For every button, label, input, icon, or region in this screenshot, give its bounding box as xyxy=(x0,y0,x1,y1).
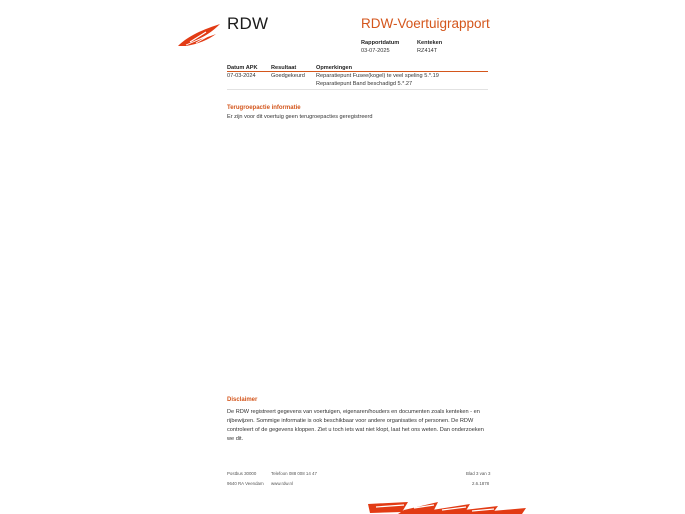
column-header-datum-apk: Datum APK xyxy=(227,65,258,71)
disclaimer-line: we dit. xyxy=(227,436,244,442)
column-header-opmerkingen: Opmerkingen xyxy=(316,65,353,71)
kenteken-value: RZ414T xyxy=(417,48,438,54)
footer-plaats: 9640 RA Veendam xyxy=(227,481,264,486)
disclaimer-line: De RDW registreert gegevens van voertuigen, eigenaren/houders en documenten zoals kenteken - en xyxy=(227,409,480,415)
terugroepactie-text: Er zijn voor dit voertuig geen terugroepacties geregistreerd xyxy=(227,114,373,120)
rdw-logo-icon xyxy=(176,22,222,48)
footer-postbus: Postbus 30000 xyxy=(227,471,257,476)
logo-text: RDW xyxy=(227,14,269,33)
document-title: RDW-Voertuigrapport xyxy=(361,16,490,31)
rapportdatum-value: 03-07-2025 xyxy=(361,48,390,54)
footer-page-number: Blad 3 van 3 xyxy=(466,471,491,476)
disclaimer-line: rijbewijzen. Sommige informatie is ook beschikbaar voor andere organisaties of personen. De RDW xyxy=(227,418,474,424)
column-header-resultaat: Resultaat xyxy=(271,65,297,71)
disclaimer-line: controleert of de gegevens kloppen. Ziet u toch iets wat niet klopt, laat het ons weten. Dan onderzoeken xyxy=(227,427,484,433)
rapportdatum-label: Rapportdatum xyxy=(361,40,400,46)
table-cell-opmerking: Reparatiepunt Fusee(kogel) te veel speling 5.*.19 xyxy=(316,73,439,79)
table-row-rule xyxy=(227,89,488,90)
terugroepactie-heading: Terugroepactie informatie xyxy=(227,105,301,111)
footer-website[interactable]: www.rdw.nl xyxy=(271,481,293,486)
table-cell-resultaat: Goedgekeurd xyxy=(271,73,305,79)
table-cell-datum: 07-03-2024 xyxy=(227,73,256,79)
decorative-stripes-icon xyxy=(368,498,526,514)
table-header-rule xyxy=(227,71,488,72)
table-cell-opmerking: Reparatiepunt Band beschadigd 5.*.27 xyxy=(316,81,413,87)
footer-version: 2.6.1878 xyxy=(472,481,490,486)
disclaimer-heading: Disclaimer xyxy=(227,397,258,403)
kenteken-label: Kenteken xyxy=(417,40,443,46)
footer-telefoon: Telefoon 088 008 14 47 xyxy=(271,471,317,476)
